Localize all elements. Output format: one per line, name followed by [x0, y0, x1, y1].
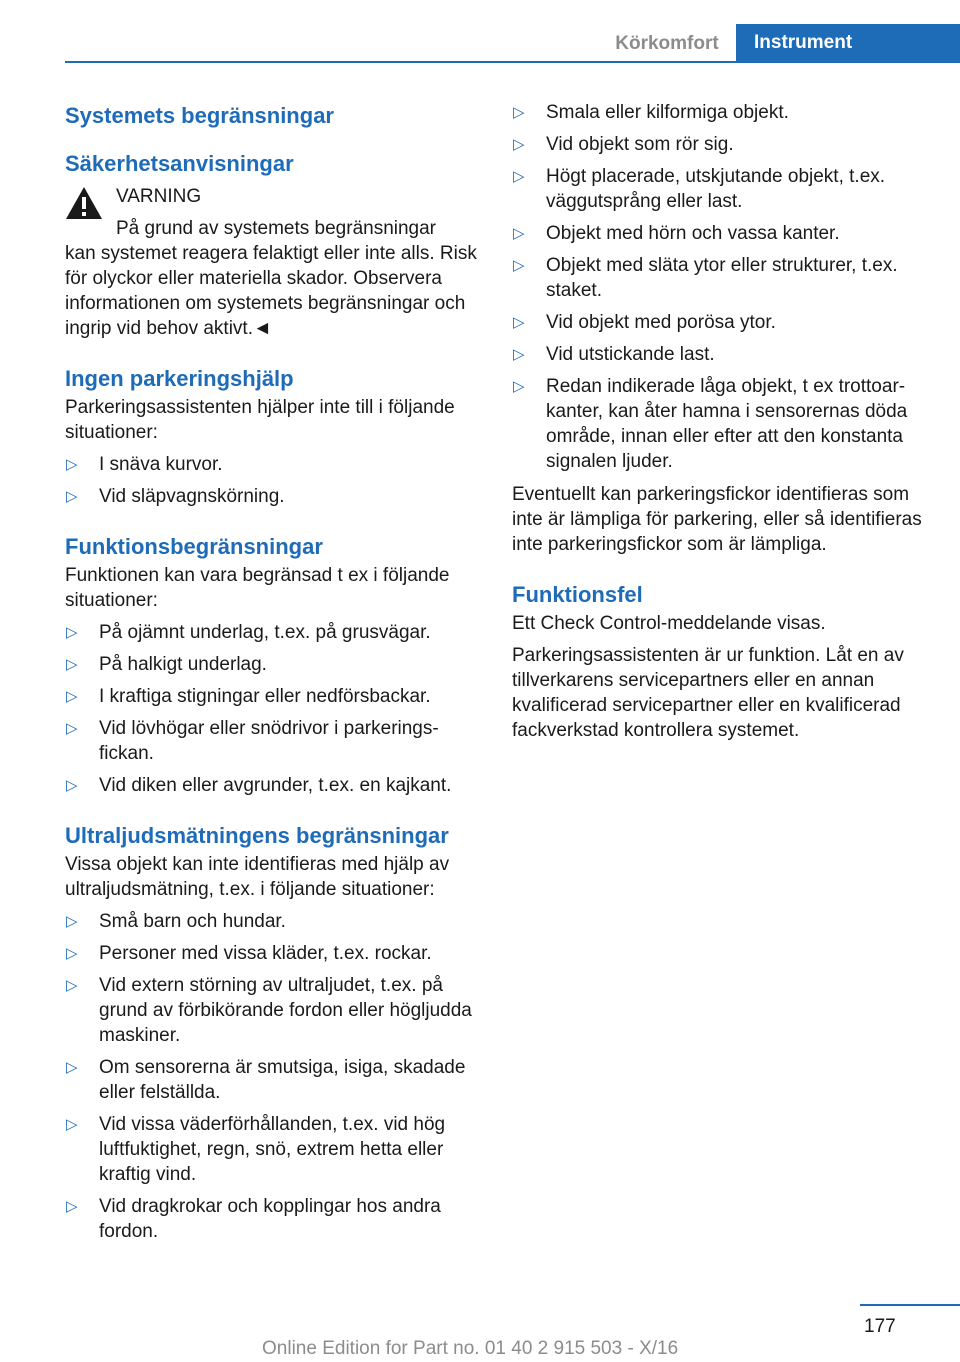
bullet-icon: ▷: [513, 346, 525, 363]
malfunction-p2: Parkeringsassistenten är ur funktion. Låt en av tillverkarens servicepartners eller en annan kvalificerad servicepartner eller en kvalificerad fackverkstad kontrollera systemet.: [512, 645, 904, 741]
ultrasound-heading: Ultraljudsmätningens begränsningar: [65, 823, 449, 848]
ultrasound-list: [65, 909, 481, 1244]
section-title: Systemets begränsningar: [65, 103, 334, 128]
bullet-icon: ▷: [66, 624, 78, 641]
bullet-icon: ▷: [66, 488, 78, 505]
bullet-icon: ▷: [513, 378, 525, 395]
list-item: ▷ Vid objekt med porösa ytor.: [513, 312, 776, 333]
list-item: ▷ Objekt med släta ytor eller strukturer, t.ex. staket.: [513, 255, 898, 301]
header-divider: [65, 61, 960, 63]
list-item: ▷ Smala eller kilformiga objekt.: [513, 102, 789, 123]
list-item: ▷ Små barn och hundar.: [66, 911, 286, 932]
warning-label: VARNING: [116, 186, 202, 207]
footer-divider: [860, 1304, 960, 1306]
bullet-icon: ▷: [66, 1198, 78, 1215]
bullet-icon: ▷: [66, 1059, 78, 1076]
bullet-icon: ▷: [66, 977, 78, 994]
warning-text-line1: På grund av systemets begränsningar: [116, 218, 437, 239]
page-number: 177: [864, 1316, 896, 1337]
list-item: ▷ Vid dragkrokar och kopplingar hos andra fordon.: [66, 1196, 441, 1242]
bullet-icon: ▷: [513, 136, 525, 153]
bullet-icon: ▷: [513, 225, 525, 242]
bullet-icon: ▷: [66, 456, 78, 473]
no-parking-list: [65, 452, 481, 509]
bullet-icon: ▷: [513, 168, 525, 185]
warning-triangle-icon: [65, 186, 103, 220]
no-parking-intro: Parkeringsassistenten hjälper inte till i följande situationer:: [65, 397, 455, 443]
list-item: ▷ På halkigt underlag.: [66, 654, 267, 675]
function-limits-list: [65, 620, 481, 798]
no-parking-heading: Ingen parkeringshjälp: [65, 366, 294, 391]
list-item: ▷ Personer med vissa kläder, t.ex. rockar.: [66, 943, 432, 964]
bullet-icon: ▷: [513, 257, 525, 274]
list-item: ▷ Vid utstickande last.: [513, 344, 715, 365]
list-item: ▷ Vid lövhögar eller snödrivor i parkeringsfickan.: [66, 718, 439, 764]
ultrasound-intro: Vissa objekt kan inte identifieras med hjälp av ultraljudsmätning, t.ex. i följande situationer:: [65, 854, 450, 900]
list-item: ▷ Vid extern störning av ultraljudet, t.ex. på grund av förbikörande fordon eller högljudda maskiner.: [66, 975, 472, 1046]
bullet-icon: ▷: [66, 720, 78, 737]
list-item: ▷ Vid objekt som rör sig.: [513, 134, 734, 155]
warning-block: [65, 184, 481, 341]
list-item: ▷ Vid diken eller avgrunder, t.ex. en kajkant.: [66, 775, 452, 796]
function-limits-heading: Funktionsbegränsningar: [65, 534, 323, 559]
list-item: ▷ I snäva kurvor.: [66, 454, 223, 475]
list-item: ▷ På ojämnt underlag, t.ex. på grusvägar.: [66, 622, 431, 643]
parking-note: Eventuellt kan parkeringsfickor identifieras som inte är lämpliga för parkering, eller så identifieras inte parkeringsfickor som är lämpliga.: [512, 484, 922, 555]
list-item: ▷ Högt placerade, utskjutande objekt, t.ex. väggutsprång eller last.: [513, 166, 886, 212]
warning-text: kan systemet reagera felaktigt eller inte alls. Risk för olyckor eller materiella skador. Observera informationen om systemets begränsningar och ingrip vid behov aktivt.◄: [65, 243, 477, 339]
list-item: ▷ Objekt med hörn och vassa kanter.: [513, 223, 840, 244]
bullet-icon: ▷: [66, 913, 78, 930]
malfunction-p1: Ett Check Control-meddelande visas.: [512, 613, 826, 634]
bullet-icon: ▷: [66, 656, 78, 673]
malfunction-heading: Funktionsfel: [512, 582, 643, 607]
bullet-icon: ▷: [66, 945, 78, 962]
bullet-icon: ▷: [513, 314, 525, 331]
list-item: ▷ Vid släpvagnskörning.: [66, 486, 285, 507]
edition-footer: Online Edition for Part no. 01 40 2 915 503 - X/16: [262, 1338, 679, 1359]
list-item: ▷ Om sensorerna är smutsiga, isiga, skadade eller felställda.: [66, 1057, 466, 1103]
function-limits-intro: Funktionen kan vara begränsad t ex i följande situationer:: [65, 565, 450, 611]
list-item: ▷ Vid vissa väderförhållanden, t.ex. vid hög luftfuktighet, regn, snö, extrem hetta eller kraftig vind.: [66, 1114, 446, 1185]
right-column: [512, 100, 926, 750]
list-item: ▷ I kraftiga stigningar eller nedförsbackar.: [66, 686, 431, 707]
bullet-icon: ▷: [66, 1116, 78, 1133]
ultrasound-list-continued: [512, 100, 926, 474]
bullet-icon: ▷: [513, 104, 525, 121]
left-column: [65, 100, 481, 1252]
header-tab-instrument[interactable]: Instrument: [736, 24, 960, 62]
safety-heading: Säkerhetsanvisningar: [65, 151, 294, 176]
bullet-icon: ▷: [66, 777, 78, 794]
header-tab-korkomfort[interactable]: Körkomfort: [615, 33, 719, 54]
list-item: ▷ Redan indikerade låga objekt, t ex trottoarkanter, kan åter hamna i sensorernas döda område, innan eller efter att den konstanta signalen ljuder.: [513, 376, 908, 472]
bullet-icon: ▷: [66, 688, 78, 705]
